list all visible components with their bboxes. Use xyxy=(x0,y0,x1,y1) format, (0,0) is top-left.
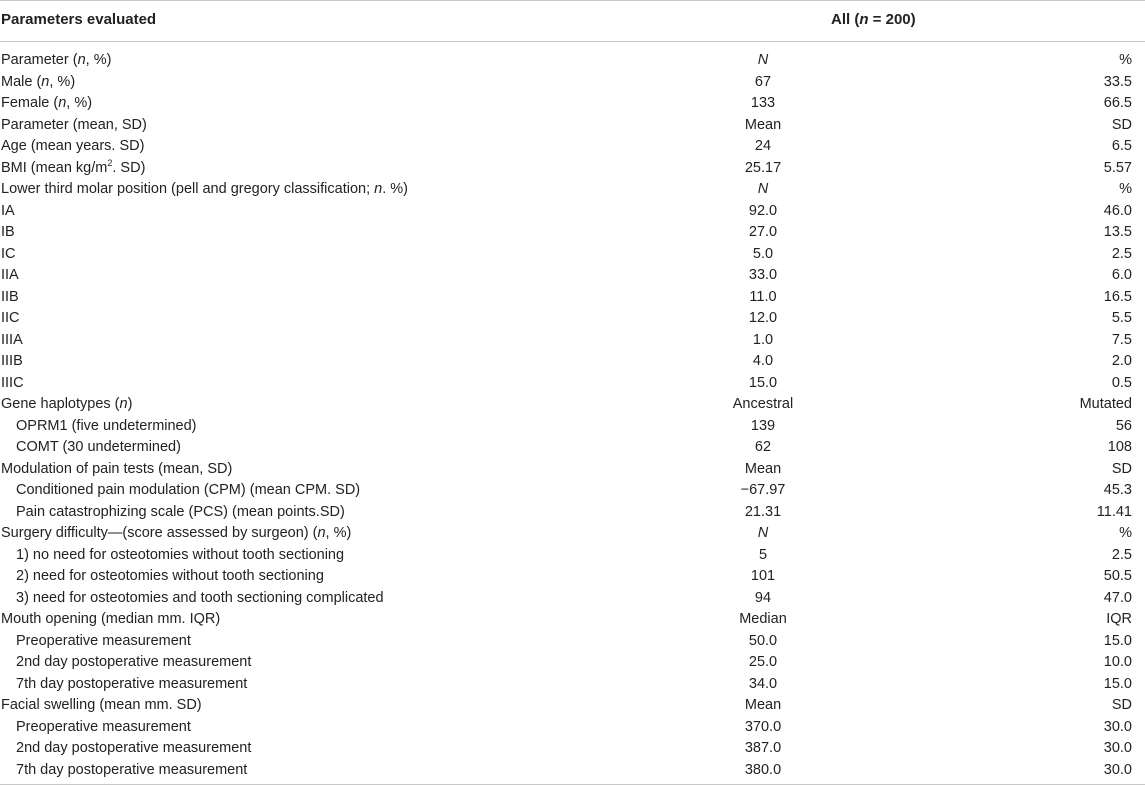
row-value-a: 34.0 xyxy=(748,675,778,692)
table-row xyxy=(0,416,1145,438)
table-row xyxy=(0,373,1145,395)
row-value-b: 7.5 xyxy=(1111,331,1132,348)
row-label: Surgery difficulty—(score assessed by surgeon) (n, %) xyxy=(1,525,352,541)
row-value-b: 10.0 xyxy=(1103,654,1132,670)
row-value-a: 92.0 xyxy=(748,202,778,219)
row-label: IIB xyxy=(1,288,19,305)
row-label: IIA xyxy=(1,267,19,283)
row-label: Facial swelling (mean mm. SD) xyxy=(1,697,202,713)
row-value-b: % xyxy=(1119,181,1132,197)
row-value-b: 66.5 xyxy=(1103,95,1132,111)
table-row xyxy=(0,201,1145,223)
table-row xyxy=(0,523,1145,545)
row-value-a: −67.97 xyxy=(740,482,786,498)
row-label: IIIB xyxy=(1,353,23,369)
table-row xyxy=(0,480,1145,502)
row-label: Gene haplotypes (n) xyxy=(1,396,133,412)
row-value-a: 4.0 xyxy=(752,353,774,369)
table-row xyxy=(0,459,1145,481)
table-header xyxy=(0,0,1145,42)
row-label: Parameter (n, %) xyxy=(1,52,112,68)
row-value-b: 46.0 xyxy=(1103,202,1132,219)
table-row xyxy=(0,265,1145,287)
row-value-a: 67 xyxy=(754,73,772,90)
row-value-a: 33.0 xyxy=(748,267,778,283)
row-label: Age (mean years. SD) xyxy=(1,138,145,154)
row-label: OPRM1 (five undetermined) xyxy=(16,417,197,434)
table-row xyxy=(0,609,1145,631)
table-row xyxy=(0,244,1145,266)
row-label: IIIC xyxy=(1,374,24,391)
table-row xyxy=(0,308,1145,330)
row-label: IA xyxy=(1,202,15,219)
row-value-a: 12.0 xyxy=(748,310,778,326)
table-row xyxy=(0,588,1145,610)
row-value-a: N xyxy=(757,52,769,68)
row-value-b: Mutated xyxy=(1079,396,1132,412)
table-row xyxy=(0,330,1145,352)
row-label: Pain catastrophizing scale (PCS) (mean points.SD) xyxy=(16,503,345,520)
row-value-a: 5.0 xyxy=(752,245,774,262)
row-label: 7th day postoperative measurement xyxy=(16,761,248,778)
row-label: 2nd day postoperative measurement xyxy=(16,654,252,670)
row-label: Preoperative measurement xyxy=(16,632,191,649)
table-row xyxy=(0,179,1145,201)
row-value-a: 101 xyxy=(750,568,776,584)
row-label: Male (n, %) xyxy=(1,73,76,90)
row-label: 7th day postoperative measurement xyxy=(16,675,248,692)
row-value-a: 387.0 xyxy=(744,740,782,756)
row-value-a: N xyxy=(757,181,769,197)
row-value-b: % xyxy=(1119,525,1132,541)
table-row xyxy=(0,760,1145,782)
row-value-b: 33.5 xyxy=(1103,73,1132,90)
row-value-b: 56 xyxy=(1115,417,1132,434)
row-value-b: 2.5 xyxy=(1111,245,1132,262)
table-row xyxy=(0,287,1145,309)
table-row xyxy=(0,652,1145,674)
row-value-b: 108 xyxy=(1107,439,1132,455)
row-value-b: 2.0 xyxy=(1111,353,1132,369)
row-value-a: 139 xyxy=(750,417,776,434)
table-row xyxy=(0,437,1145,459)
table-row xyxy=(0,738,1145,760)
table-row xyxy=(0,50,1145,72)
row-value-a: Mean xyxy=(744,116,782,133)
row-value-b: 0.5 xyxy=(1111,374,1132,391)
table-row xyxy=(0,566,1145,588)
row-value-a: 25.0 xyxy=(748,654,778,670)
row-value-a: 15.0 xyxy=(748,374,778,391)
table-row xyxy=(0,631,1145,653)
row-value-b: 11.41 xyxy=(1096,503,1132,520)
table-row xyxy=(0,136,1145,158)
table-row xyxy=(0,717,1145,739)
row-label: Female (n, %) xyxy=(1,95,93,111)
table-row xyxy=(0,351,1145,373)
table-row xyxy=(0,394,1145,416)
row-label: IIIA xyxy=(1,331,23,348)
row-label: Lower third molar position (pell and gregory classification; n. %) xyxy=(1,181,409,197)
header-all: All (n = 200) xyxy=(831,11,916,28)
row-value-b: 2.5 xyxy=(1111,546,1132,563)
table-row xyxy=(0,72,1145,94)
table-row xyxy=(0,158,1145,180)
row-label: IC xyxy=(1,245,16,262)
row-label: Parameter (mean, SD) xyxy=(1,116,147,133)
row-value-a: 94 xyxy=(754,589,772,606)
row-value-a: 133 xyxy=(750,95,776,111)
table-row xyxy=(0,695,1145,717)
row-value-a: 380.0 xyxy=(744,761,782,778)
row-value-b: SD xyxy=(1111,116,1132,133)
row-value-b: 5.57 xyxy=(1103,159,1132,176)
row-value-a: 25.17 xyxy=(744,159,782,176)
row-value-a: 24 xyxy=(754,138,772,154)
table-row xyxy=(0,674,1145,696)
table-row xyxy=(0,115,1145,137)
row-label: IB xyxy=(1,224,15,240)
row-value-b: 15.0 xyxy=(1103,675,1132,692)
row-label: Mouth opening (median mm. IQR) xyxy=(1,611,221,627)
row-value-b: 50.5 xyxy=(1103,568,1132,584)
row-value-a: 370.0 xyxy=(744,718,782,735)
row-value-a: N xyxy=(757,525,769,541)
row-label: BMI (mean $kg/m^2$. SD) xyxy=(1,157,146,176)
row-value-a: 11.0 xyxy=(749,288,777,305)
row-value-b: 30.0 xyxy=(1103,740,1132,756)
row-value-b: 6.5 xyxy=(1111,138,1132,154)
row-value-b: % xyxy=(1119,52,1132,68)
row-value-a: Median xyxy=(739,611,787,627)
row-value-b: 30.0 xyxy=(1103,718,1132,735)
row-value-b: 13.5 xyxy=(1103,224,1132,240)
row-label: Preoperative measurement xyxy=(16,718,191,735)
row-value-b: 30.0 xyxy=(1103,761,1132,778)
row-value-a: Ancestral xyxy=(732,396,794,412)
row-value-a: 21.31 xyxy=(744,503,782,520)
header-parameters: Parameters evaluated xyxy=(1,11,157,28)
row-value-a: Mean xyxy=(744,460,782,477)
row-label: 1) no need for osteotomies without tooth sectioning xyxy=(16,546,345,563)
row-label: COMT (30 undetermined) xyxy=(16,439,181,455)
row-label: 2) need for osteotomies without tooth sectioning xyxy=(16,568,324,584)
row-label: IIC xyxy=(1,310,20,326)
row-value-a: 27.0 xyxy=(748,224,778,240)
table-row xyxy=(0,545,1145,567)
row-label: Conditioned pain modulation (CPM) (mean CPM. SD) xyxy=(16,482,361,498)
row-value-a: 62 xyxy=(754,439,772,455)
table-body xyxy=(0,42,1145,781)
row-value-a: Mean xyxy=(744,697,782,713)
row-value-b: SD xyxy=(1111,460,1132,477)
table-row xyxy=(0,222,1145,244)
row-value-b: 45.3 xyxy=(1103,482,1132,498)
row-value-b: 16.5 xyxy=(1103,288,1132,305)
row-label: Modulation of pain tests (mean, SD) xyxy=(1,460,233,477)
row-label: 3) need for osteotomies and tooth sectioning complicated xyxy=(16,589,384,606)
row-value-b: SD xyxy=(1111,697,1132,713)
row-value-a: 1.0 xyxy=(752,331,774,348)
row-value-b: 47.0 xyxy=(1103,589,1132,606)
bottom-rule xyxy=(0,784,1145,785)
row-value-a: 5 xyxy=(758,546,768,563)
table-row xyxy=(0,93,1145,115)
row-value-b: 15.0 xyxy=(1103,632,1132,649)
row-value-a: 50.0 xyxy=(748,632,778,649)
row-label: 2nd day postoperative measurement xyxy=(16,740,252,756)
row-value-b: IQR xyxy=(1106,611,1132,627)
table-row xyxy=(0,502,1145,524)
row-value-b: 6.0 xyxy=(1111,267,1132,283)
row-value-b: 5.5 xyxy=(1111,310,1132,326)
